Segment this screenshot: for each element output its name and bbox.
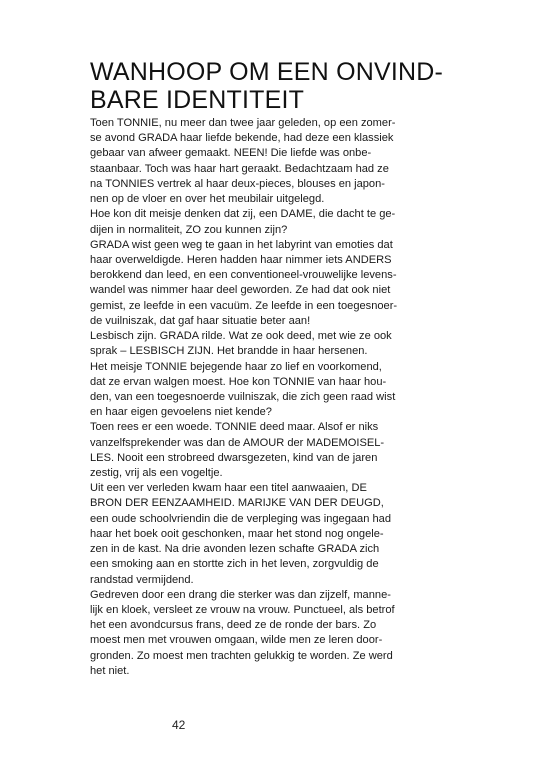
- body-line: Gedreven door een drang die sterker was dan zijzelf, manne-: [90, 588, 391, 601]
- body-line: GRADA wist geen weg te gaan in het labyrint van emoties dat: [90, 238, 393, 251]
- body-line: wandel was nimmer haar deel geworden. Ze had dat ook niet: [90, 284, 391, 297]
- body-line: Lesbisch zijn. GRADA rilde. Wat ze ook deed, met wie ze ook: [90, 330, 392, 343]
- body-line: nen op de vloer en over het meubilair uitgelegd.: [90, 193, 325, 206]
- body-line: haar het boek ooit geschonken, maar het stond nog ongele-: [90, 527, 384, 540]
- body-text: [90, 116, 490, 679]
- body-line: gronden. Zo moest men trachten gelukkig te worden. Ze werd: [90, 649, 393, 662]
- page-number: 42: [172, 718, 186, 732]
- body-line: LES. Nooit een strobreed dwarsgezeten, kind van de jaren: [90, 451, 378, 464]
- body-line: het niet.: [90, 664, 130, 677]
- body-line: den, van een toegesnoerde vuilniszak, die zich geen raad wist: [90, 390, 396, 403]
- body-line: Het meisje TONNIE bejegende haar zo lief en voorkomend,: [90, 360, 382, 373]
- body-line: gebaar van afweer gemaakt. NEEN! Die liefde was onbe-: [90, 147, 372, 160]
- body-line: BRON DER EENZAAMHEID. MARIJKE VAN DER DEUGD,: [90, 497, 384, 510]
- chapter-title: [90, 58, 510, 114]
- body-line: de vuilniszak, dat gaf haar situatie beter aan!: [90, 314, 311, 327]
- body-line: randstad vermijdend.: [90, 573, 194, 586]
- body-line: Hoe kon dit meisje denken dat zij, een DAME, die dacht te ge-: [90, 208, 396, 221]
- body-line: zestig, vrij als een vogeltje.: [90, 467, 223, 480]
- body-line: het een avondcursus frans, deed ze de ronde der bars. Zo: [90, 619, 377, 632]
- body-line: dat ze ervan walgen moest. Hoe kon TONNIE van haar hou-: [90, 375, 387, 388]
- body-line: een oude schoolvriendin die de verpleging was ingegaan had: [90, 512, 391, 525]
- body-line: staanbaar. Toch was haar hart geraakt. Bedachtzaam had ze: [90, 162, 389, 175]
- body-line: moest men met vrouwen omgaan, wilde men ze leren door-: [90, 634, 383, 647]
- chapter-title-line: BARE IDENTITEIT: [90, 86, 305, 114]
- body-line: berokkend dan leed, en een conventioneel-vrouwelijke levens-: [90, 269, 397, 282]
- body-line: dijen in normaliteit, ZO zou kunnen zijn?: [90, 223, 288, 236]
- body-line: haar overweldigde. Heren hadden haar nimmer iets ANDERS: [90, 253, 392, 266]
- body-line: se avond GRADA haar liefde bekende, had deze een klassiek: [90, 132, 394, 145]
- body-line: Toen TONNIE, nu meer dan twee jaar geleden, op een zomer-: [90, 117, 396, 129]
- chapter-title-line: WANHOOP OM EEN ONVIND-: [90, 58, 444, 86]
- body-line: zen in de kast. Na drie avonden lezen schafte GRADA zich: [90, 543, 380, 556]
- body-line: Uit een ver verleden kwam haar een titel aanwaaien, DE: [90, 482, 367, 495]
- body-line: sprak – LESBISCH ZIJN. Het brandde in haar hersenen.: [90, 345, 368, 358]
- body-line: na TONNIES vertrek al haar deux-pieces, blouses en japon-: [90, 177, 385, 190]
- body-line: en haar eigen gevoelens niet kende?: [90, 406, 272, 419]
- body-line: gemist, ze leefde in een vacuüm. Ze leefde in een toegesnoer-: [90, 299, 398, 312]
- body-line: een smoking aan en stortte zich in het leven, zorgvuldig de: [90, 558, 379, 571]
- body-line: Toen rees er een woede. TONNIE deed maar. Alsof er niks: [90, 421, 379, 434]
- body-line: vanzelfsprekender was dan de AMOUR der MADEMOISEL-: [90, 436, 385, 449]
- body-line: lijk en kloek, versleet ze vrouw na vrouw. Punctueel, als betrof: [90, 604, 395, 616]
